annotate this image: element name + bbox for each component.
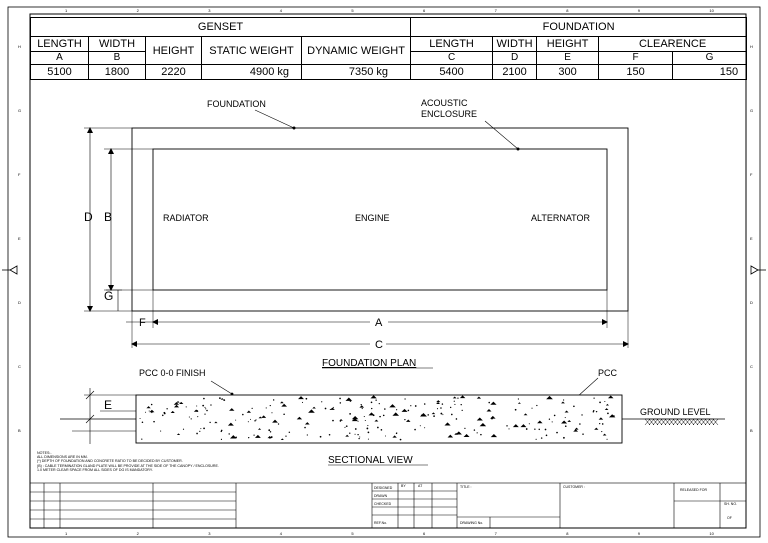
sand-dot xyxy=(248,421,249,422)
tb-drawing-no: DRAWING No. xyxy=(460,521,484,525)
border-number: 9 xyxy=(637,531,641,536)
tb-drawn: DRAWN xyxy=(374,494,388,498)
sand-dot xyxy=(285,435,286,436)
sand-dot xyxy=(166,408,167,409)
value-foundation-height: 300 xyxy=(537,65,599,80)
value-clearence-f: 150 xyxy=(599,65,673,80)
sand-dot xyxy=(145,412,146,413)
sand-dot xyxy=(329,434,331,436)
border-number: 10 xyxy=(709,531,714,536)
note-line: ALL DIMENSIONS ARE IN MM. xyxy=(37,455,88,460)
sand-dot xyxy=(474,429,475,430)
sand-dot xyxy=(203,428,205,430)
sand-dot xyxy=(209,422,210,423)
sand-dot xyxy=(593,397,594,398)
sand-dot xyxy=(373,414,375,416)
sand-dot xyxy=(248,437,249,438)
sand-dot xyxy=(582,433,584,435)
sand-dot xyxy=(206,410,208,412)
border-number: 1 xyxy=(65,8,68,13)
sand-dot xyxy=(539,429,540,430)
sand-dot xyxy=(221,430,223,432)
border-number: 5 xyxy=(351,531,354,536)
sand-dot xyxy=(219,397,221,399)
value-clearence-g: 150 xyxy=(673,65,747,80)
enclosure-label: ENCLOSURE xyxy=(421,109,478,119)
sand-dot xyxy=(183,429,184,430)
sand-dot xyxy=(515,409,517,411)
sand-dot xyxy=(333,407,334,408)
sand-dot xyxy=(462,410,463,411)
sand-dot xyxy=(368,439,369,440)
dim-a-label: A xyxy=(375,317,383,329)
genset-col-width: WIDTH xyxy=(89,37,146,52)
value-genset-height: 2220 xyxy=(146,65,202,80)
border-letter: G xyxy=(18,108,22,113)
sand-dot xyxy=(235,437,237,439)
value-foundation-width: 2100 xyxy=(493,65,537,80)
sand-dot xyxy=(456,418,458,420)
sand-dot xyxy=(531,408,532,409)
tb-title: TITLE : xyxy=(460,485,472,489)
sand-dot xyxy=(518,398,519,399)
sand-dot xyxy=(358,438,359,439)
sand-dot xyxy=(365,420,366,421)
border-side-letters xyxy=(18,44,753,433)
sand-dot xyxy=(601,431,602,432)
sand-dot xyxy=(554,415,556,417)
border-letter: E xyxy=(750,236,753,241)
sand-dot xyxy=(529,423,530,424)
sand-dot xyxy=(200,428,201,429)
sand-dot xyxy=(450,407,451,408)
sand-dot xyxy=(191,418,192,419)
sand-dot xyxy=(203,398,205,400)
dim-b-label: B xyxy=(104,210,113,224)
sand-dot xyxy=(464,428,465,429)
sand-dot xyxy=(383,415,385,417)
sand-dot xyxy=(379,416,381,418)
sand-dot xyxy=(596,411,597,412)
sand-dot xyxy=(151,404,153,406)
sand-dot xyxy=(408,410,410,412)
letter-d: D xyxy=(493,52,537,65)
sand-dot xyxy=(283,413,285,415)
border-number: 8 xyxy=(566,8,569,13)
sand-dot xyxy=(332,420,334,422)
foundation-col-clearence: CLEARENCE xyxy=(599,37,747,52)
sand-dot xyxy=(362,408,363,409)
sand-dot xyxy=(556,432,558,434)
sand-dot xyxy=(508,428,509,429)
sand-dot xyxy=(270,405,271,406)
border-number: 8 xyxy=(566,531,569,536)
sand-dot xyxy=(477,432,478,433)
border-number: 2 xyxy=(136,8,139,13)
sand-dot xyxy=(199,431,200,432)
border-number: 4 xyxy=(279,531,283,536)
sand-dot xyxy=(254,420,255,421)
dimension-table xyxy=(30,17,747,80)
ground-level-label: GROUND LEVEL xyxy=(640,407,711,417)
tb-of: OF xyxy=(727,516,732,520)
border-letter: C xyxy=(750,364,753,369)
sand-dot xyxy=(242,414,244,416)
sand-dot xyxy=(266,407,267,408)
border-letter: F xyxy=(750,172,753,177)
sand-dot xyxy=(269,438,270,439)
dim-d-label: D xyxy=(84,210,93,224)
pcc-finish-label: PCC 0-0 FINISH xyxy=(139,368,206,378)
left-center-mark xyxy=(10,266,17,274)
border-number: 6 xyxy=(423,8,426,13)
sand-dot xyxy=(204,407,205,408)
sand-dot xyxy=(379,403,380,404)
sand-dot xyxy=(271,412,272,413)
sand-dot xyxy=(142,422,144,424)
sand-dot xyxy=(454,404,455,405)
sand-dot xyxy=(339,398,341,400)
border-letter: B xyxy=(750,428,753,433)
value-genset-width: 1800 xyxy=(89,65,146,80)
sand-dot xyxy=(189,417,190,418)
sand-dot xyxy=(565,417,566,418)
sand-dot xyxy=(604,401,605,402)
sand-dot xyxy=(371,408,372,409)
sand-dot xyxy=(304,427,306,429)
sand-dot xyxy=(440,413,442,415)
dim-c-label: C xyxy=(375,339,383,351)
sand-dot xyxy=(381,429,383,431)
sand-dot xyxy=(255,419,256,420)
letter-g: G xyxy=(673,52,747,65)
tb-checked: CHECKED xyxy=(374,502,392,506)
sand-dot xyxy=(364,416,365,417)
sand-dot xyxy=(506,425,507,426)
sand-dot xyxy=(565,425,567,427)
sand-dot xyxy=(252,408,253,409)
sand-dot xyxy=(377,427,379,429)
notes-heading: NOTES:- xyxy=(37,451,52,455)
sand-dot xyxy=(491,418,493,420)
sand-dot xyxy=(357,434,358,435)
sand-dot xyxy=(534,429,535,430)
sand-dot xyxy=(250,419,251,420)
sand-dot xyxy=(273,399,274,400)
sand-dot xyxy=(289,432,290,433)
sand-dot xyxy=(325,408,327,410)
sand-dot xyxy=(457,397,458,398)
radiator-label: RADIATOR xyxy=(163,213,209,223)
border-number: 4 xyxy=(279,8,283,13)
letter-c: C xyxy=(411,52,493,65)
border-number: 3 xyxy=(208,8,211,13)
letter-e: E xyxy=(537,52,599,65)
tb-designed: DESIGNED xyxy=(374,486,393,490)
genset-col-length: LENGTH xyxy=(31,37,89,52)
tb-at: AT xyxy=(418,484,423,488)
sand-dot xyxy=(196,433,198,435)
foundation-header: FOUNDATION xyxy=(411,18,747,37)
border-letter: D xyxy=(750,300,753,305)
border-number: 5 xyxy=(351,8,354,13)
sand-dot xyxy=(526,428,528,430)
sand-dot xyxy=(196,405,197,406)
sand-dot xyxy=(320,436,322,438)
sand-dot xyxy=(204,413,205,414)
sand-dot xyxy=(442,403,443,404)
sand-dot xyxy=(361,404,362,405)
sand-dot xyxy=(344,427,345,428)
sand-dot xyxy=(271,436,273,438)
letter-b: B xyxy=(89,52,146,65)
sand-dot xyxy=(153,421,155,423)
border-letter: D xyxy=(18,300,21,305)
sand-dot xyxy=(437,408,438,409)
sand-dot xyxy=(400,439,402,441)
sand-dot xyxy=(355,428,357,430)
sand-dot xyxy=(424,427,425,428)
sand-dot xyxy=(427,414,429,416)
genset-header: GENSET xyxy=(31,18,411,37)
sand-dot xyxy=(163,412,165,414)
sand-dot xyxy=(480,434,482,436)
genset-col-dynamic-weight: DYNAMIC WEIGHT xyxy=(302,37,411,65)
note-line: (B) : CABLE TERMINATION GLAND PLATE WILL BE PROVIDE AT THE SIDE OF THE CANOPY / ENCLOSURE. xyxy=(37,463,219,468)
border-letter: H xyxy=(750,44,753,49)
acoustic-label: ACOUSTIC xyxy=(421,98,468,108)
sand-dot xyxy=(536,439,537,440)
tb-by: BY xyxy=(401,484,406,488)
sand-dot xyxy=(415,405,417,407)
tb-sht-no: SH. NO. xyxy=(724,502,738,506)
sand-dot xyxy=(396,409,397,410)
sand-dot xyxy=(366,428,368,430)
sand-dot xyxy=(384,408,386,410)
sand-dot xyxy=(488,402,490,404)
letter-f: F xyxy=(599,52,673,65)
sand-dot xyxy=(270,431,271,432)
sand-dot xyxy=(359,436,360,437)
plan-title: FOUNDATION PLAN xyxy=(322,358,417,369)
sand-dot xyxy=(599,423,600,424)
tb-released-for: RELEASED FOR xyxy=(680,488,708,492)
border-letter: C xyxy=(18,364,21,369)
sand-dot xyxy=(442,414,443,415)
alternator-label: ALTERNATOR xyxy=(531,213,591,223)
sand-dot xyxy=(410,405,411,406)
border-number: 10 xyxy=(709,8,714,13)
value-genset-length: 5100 xyxy=(31,65,89,80)
section-title: SECTIONAL VIEW xyxy=(328,455,413,466)
sand-dot xyxy=(149,410,150,411)
sand-dot xyxy=(160,431,161,432)
border-number: 1 xyxy=(65,531,68,536)
genset-col-height: HEIGHT xyxy=(146,37,202,65)
sand-dot xyxy=(253,435,254,436)
sand-dot xyxy=(461,404,462,405)
sand-dot xyxy=(563,437,565,439)
border-number: 6 xyxy=(423,531,426,536)
sand-dot xyxy=(368,432,370,434)
value-dynamic-weight: 7350 kg xyxy=(302,65,411,80)
sand-dot xyxy=(424,403,426,405)
sand-dot xyxy=(420,425,421,426)
pcc-label: PCC xyxy=(598,368,618,378)
sand-dot xyxy=(404,419,405,420)
sand-dot xyxy=(302,402,303,403)
sand-dot xyxy=(599,402,601,404)
note-line: (*) DEPTH OF FOUNDATION AND CONCRETE RATIO TO BE DECIDED BY CUSTOMER. xyxy=(37,459,183,464)
sand-dot xyxy=(607,439,608,440)
sand-dot xyxy=(375,399,376,400)
border-letter: E xyxy=(18,236,21,241)
sand-dot xyxy=(440,407,442,409)
border-number: 2 xyxy=(136,531,139,536)
sand-dot xyxy=(197,416,198,417)
foundation-label: FOUNDATION xyxy=(207,99,266,109)
tb-customer: CUSTOMER : xyxy=(563,485,585,489)
border-letter: F xyxy=(18,172,21,177)
sand-dot xyxy=(563,399,564,400)
sand-dot xyxy=(210,404,211,405)
sand-dot xyxy=(573,405,575,407)
border-number: 7 xyxy=(494,8,497,13)
sand-dot xyxy=(371,402,373,404)
sand-dot xyxy=(602,423,604,425)
sand-dot xyxy=(545,429,547,431)
sand-dot xyxy=(607,413,609,415)
sand-dot xyxy=(355,434,356,435)
sand-dot xyxy=(593,411,594,412)
sand-dot xyxy=(196,410,198,412)
sand-dot xyxy=(346,425,348,427)
dim-e-label: E xyxy=(104,398,113,412)
sand-dot xyxy=(549,419,550,420)
letter-a: A xyxy=(31,52,89,65)
sand-dot xyxy=(330,409,331,410)
sand-dot xyxy=(404,398,405,399)
sand-dot xyxy=(140,418,141,419)
sand-dot xyxy=(340,402,342,404)
sand-dot xyxy=(396,433,397,434)
sand-dot xyxy=(162,415,164,417)
sand-dot xyxy=(349,413,351,415)
right-center-mark xyxy=(751,266,758,274)
sand-dot xyxy=(581,414,582,415)
value-static-weight: 4900 kg xyxy=(202,65,302,80)
engine-label: ENGINE xyxy=(355,213,390,223)
note-line: 1.0 METER CLEAR SPACE FROM ALL SIDES OF DG IS MANDATORY. xyxy=(37,467,153,472)
sand-dot xyxy=(552,421,553,422)
sand-dot xyxy=(321,401,322,402)
sand-dot xyxy=(235,420,236,421)
sand-dot xyxy=(228,433,229,434)
sand-dot xyxy=(306,398,308,400)
ground-hatch xyxy=(645,419,718,425)
border-number: 9 xyxy=(637,8,641,13)
foundation-col-length: LENGTH xyxy=(411,37,493,52)
sand-dot xyxy=(367,425,368,426)
dim-g-label: G xyxy=(104,289,114,303)
sand-dot xyxy=(205,408,206,409)
sand-dot xyxy=(579,423,581,425)
dim-f-label: F xyxy=(139,317,146,329)
sand-dot xyxy=(349,433,350,434)
sand-dot xyxy=(221,439,222,440)
sand-dot xyxy=(141,438,142,439)
sand-dot xyxy=(307,434,308,435)
tb-ref-no: REF.No. xyxy=(374,521,388,525)
notes-block xyxy=(37,451,297,472)
border-letter: G xyxy=(750,108,754,113)
sand-dot xyxy=(536,405,537,406)
sand-dot xyxy=(385,435,386,436)
border-number: 7 xyxy=(494,531,497,536)
border-letter: B xyxy=(18,428,21,433)
sand-dot xyxy=(546,435,548,437)
genset-col-static-weight: STATIC WEIGHT xyxy=(202,37,302,65)
sand-dot xyxy=(433,415,435,417)
sand-dot xyxy=(414,429,416,431)
sand-dot xyxy=(451,414,453,416)
border-number: 3 xyxy=(208,531,211,536)
sand-dot xyxy=(541,437,542,438)
foundation-col-height: HEIGHT xyxy=(537,37,599,52)
foundation-col-width: WIDTH xyxy=(493,37,537,52)
sand-dot xyxy=(268,429,270,431)
sand-dot xyxy=(278,423,279,424)
sand-dot xyxy=(202,405,204,407)
border-letter: H xyxy=(18,44,21,49)
value-foundation-length: 5400 xyxy=(411,65,493,80)
sand-dot xyxy=(454,401,455,402)
sand-dot xyxy=(186,406,187,407)
